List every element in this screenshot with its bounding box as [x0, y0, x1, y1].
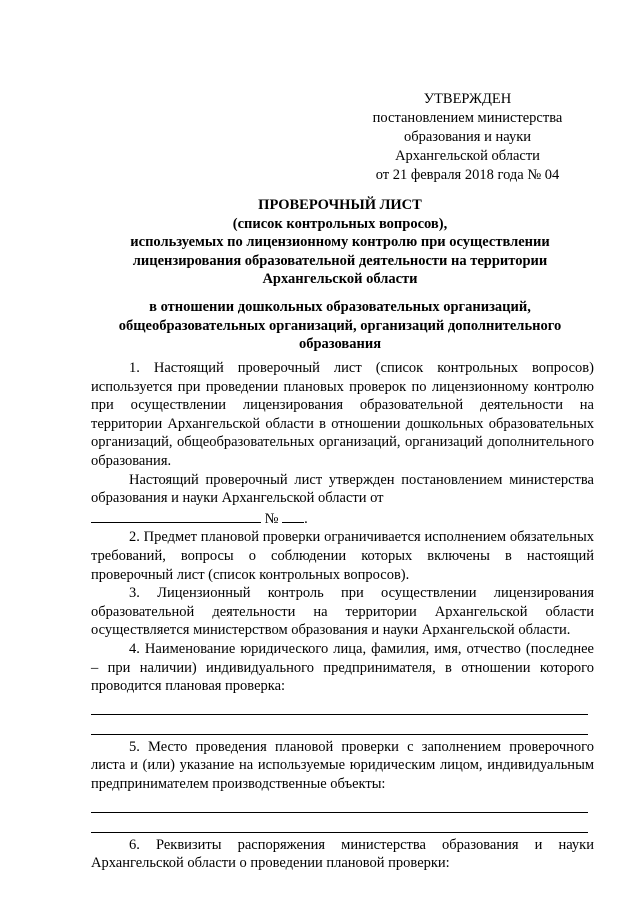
approval-stamp	[360, 90, 575, 185]
title-line-2: (список контрольных вопросов),	[232, 215, 448, 232]
title-line-4: лицензирования образовательной деятельности на территории	[132, 252, 548, 269]
paragraph-5: 5. Место проведения плановой проверки с заполнением проверочного листа и (или) указание на используемые юридическим лицом, индивидуальным предпринимателем производственные объекты:	[91, 738, 594, 793]
approval-line-3: образования и науки	[403, 129, 531, 145]
fill-line-4b[interactable]	[91, 715, 588, 735]
document-title	[90, 196, 590, 289]
subject-line-2: общеобразовательных организаций, организаций дополнительного	[118, 317, 562, 334]
date-blank[interactable]	[91, 508, 261, 523]
approval-line-4: Архангельской области	[395, 148, 540, 164]
approval-line-1: УТВЕРЖДЕН	[423, 91, 512, 107]
title-line-1: ПРОВЕРОЧНЫЙ ЛИСТ	[258, 197, 422, 213]
title-line-5: Архангельской области	[262, 271, 418, 287]
paragraph-1b-end: .	[304, 510, 308, 527]
subject-line-3: образования	[298, 336, 382, 352]
number-sign: №	[264, 510, 279, 527]
document-body	[91, 359, 594, 873]
paragraph-6: 6. Реквизиты распоряжения министерства образования и науки Архангельской области о проведении плановой проверки:	[91, 836, 594, 872]
approval-line-5: от 21 февраля 2018 года № 04	[375, 167, 560, 183]
fill-line-5a[interactable]	[91, 794, 588, 814]
fill-line-4a[interactable]	[91, 696, 588, 716]
paragraph-2: 2. Предмет плановой проверки ограничивается исполнением обязательных требований, вопросы о соблюдении которых включены в настоящий проверочный лист (список контрольных вопросов).	[91, 529, 594, 583]
paragraph-1b	[91, 471, 594, 529]
paragraph-3: 3. Лицензионный контроль при осуществлении лицензирования образовательной деятельности на территории Архангельской области осуществляется министерством образования и науки Архангельской области.	[91, 585, 594, 639]
paragraph-4: 4. Наименование юридического лица, фамилия, имя, отчество (последнее – при наличии) индивидуального предпринимателя, в отношении которого проводится плановая проверка:	[91, 640, 594, 695]
approval-line-2: постановлением министерства	[372, 110, 563, 126]
title-line-3: используемых по лицензионному контролю при осуществлении	[130, 234, 550, 250]
number-blank[interactable]	[282, 508, 304, 523]
document-subject	[90, 298, 590, 354]
paragraph-1: 1. Настоящий проверочный лист (список контрольных вопросов) используется при проведении плановых проверок по лицензионному контролю при осуществлении лицензирования образовательной деятельности на территории Архангельской области в отношении дошкольных образовательных организаций, общеобразовательных организаций, организаций дополнительного образования.	[91, 360, 594, 469]
paragraph-1b-text: Настоящий проверочный лист утвержден постановлением министерства образования и науки Архангельской области от	[91, 471, 594, 507]
subject-line-1: в отношении дошкольных образовательных организаций,	[149, 299, 531, 315]
fill-line-5b[interactable]	[91, 813, 588, 833]
